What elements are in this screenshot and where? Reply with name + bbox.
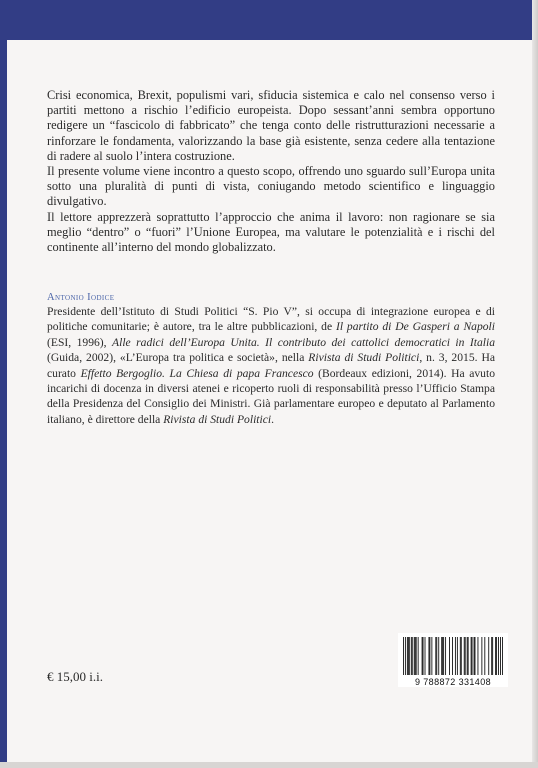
barcode-bar	[460, 637, 461, 675]
barcode-bar	[449, 637, 450, 675]
barcode-bar	[471, 637, 472, 675]
barcode-bar	[491, 637, 492, 675]
price-label: € 15,00 i.i.	[47, 669, 103, 684]
page-edge-right	[532, 0, 538, 768]
barcode-bar	[423, 637, 424, 675]
barcode-bar	[416, 637, 417, 675]
barcode-bar	[461, 637, 462, 675]
barcode-bar	[465, 637, 466, 675]
barcode-bar	[418, 637, 419, 675]
barcode-bar	[438, 637, 439, 675]
barcode-bar	[425, 637, 426, 675]
top-color-band	[0, 0, 538, 40]
barcode-bar	[408, 637, 409, 675]
barcode-bar	[411, 637, 412, 675]
bio-text: .	[271, 412, 275, 426]
barcode-bar	[442, 637, 443, 675]
bio-text: Presidente dell’Istituto di Studi Politici “S. Pio V”, si occupa di integrazione europea e di politiche comunitarie; è autore, tra le altre pubblicazioni, de	[47, 305, 495, 334]
barcode-bar	[495, 637, 496, 675]
isbn-barcode	[398, 633, 508, 687]
bio-title: Effetto Bergoglio. La Chiesa di papa Francesco	[80, 366, 314, 380]
barcode-bar	[468, 637, 469, 675]
barcode-bar	[412, 637, 413, 675]
barcode-bar	[484, 637, 485, 675]
author-bio	[47, 304, 495, 427]
isbn-number: 9 788872 331408	[414, 677, 492, 687]
barcode-bar	[496, 637, 497, 675]
barcode-bar	[405, 637, 406, 675]
barcode-bar	[452, 637, 453, 675]
barcode-bar	[431, 637, 432, 675]
barcode-bar	[407, 637, 408, 675]
barcode-bar	[474, 637, 475, 675]
barcode-bars-icon	[398, 633, 508, 677]
blurb-paragraph: Crisi economica, Brexit, populismi vari, sfiducia sistemica e calo nel consenso verso i partiti mettono a rischio l’edificio europeista. Dopo sessant’anni sembra opportuno redigere un “fascicolo di fabbricato” che tenga conto delle ristrutturazioni necessarie a rinforzare le fondamenta, valorizzando la base già esistente, senza cedere alla tentazione di radere al suolo l’intera costruzione.	[47, 88, 495, 163]
barcode-bar	[441, 637, 442, 675]
barcode-bar	[481, 637, 482, 675]
left-color-band	[0, 0, 7, 768]
barcode-bar	[428, 637, 429, 675]
bio-text: (ESI, 1996),	[47, 335, 113, 349]
barcode-bar	[478, 637, 479, 675]
blurb-paragraph: Il presente volume viene incontro a questo scopo, offrendo uno sguardo sull’Europa unita sotto una pluralità di punti di vista, coniugando metodo scientifico e linguaggio divulgativo.	[47, 164, 495, 209]
barcode-bar	[455, 637, 456, 675]
barcode-bar	[443, 637, 444, 675]
bio-text: (Guida, 2002), «L’Europa tra politica e società», nella	[47, 351, 309, 365]
bio-title: Alle radici dell’Europa Unita. Il contributo dei cattolici democratici in Italia	[112, 335, 495, 349]
author-name: Antonio Iodice	[47, 292, 115, 303]
barcode-bar	[415, 637, 416, 675]
barcode-bar	[414, 637, 415, 675]
barcode-bar	[445, 637, 446, 675]
barcode-bar	[467, 637, 468, 675]
barcode-bar	[475, 637, 476, 675]
barcode-bar	[472, 637, 473, 675]
barcode-bar	[457, 637, 458, 675]
barcode-bar	[403, 637, 404, 675]
bio-title: Rivista di Studi Politici	[163, 412, 272, 426]
page-edge-bottom	[0, 762, 538, 768]
barcode-bar	[488, 637, 489, 675]
blurb-paragraph: Il lettore apprezzerà soprattutto l’approccio che anima il lavoro: non ragionare se sia meglio “dentro” o “fuori” l’Unione Europea, ma valutare le potenzialità e i rischi del continente all’interno del mondo globalizzato.	[47, 209, 495, 255]
barcode-bar	[464, 637, 465, 675]
barcode-bar	[435, 637, 436, 675]
barcode-bar	[500, 637, 501, 675]
barcode-bar	[502, 637, 503, 675]
barcode-bar	[492, 637, 493, 675]
barcode-bar	[429, 637, 430, 675]
bio-title: Rivista di Studi Politici	[308, 351, 420, 365]
barcode-bar	[498, 637, 499, 675]
barcode-bar	[409, 637, 410, 675]
barcode-bar	[436, 637, 437, 675]
bio-title: Il partito di De Gasperi a Napoli	[335, 320, 496, 334]
barcode-bar	[422, 637, 423, 675]
book-blurb	[47, 88, 495, 255]
bio-text: , n. 3, 2015. Ha curato	[47, 351, 495, 380]
bio-text: (Bordeaux edizioni, 2014). Ha avuto incarichi di docenza in diversi atenei e ricoperto ruoli di responsabilità presso l’Ufficio Stampa della Presidenza del Consiglio dei Ministri. Già parlamentare europeo e deputato al Parlamento italiano, è direttore della	[47, 366, 495, 426]
